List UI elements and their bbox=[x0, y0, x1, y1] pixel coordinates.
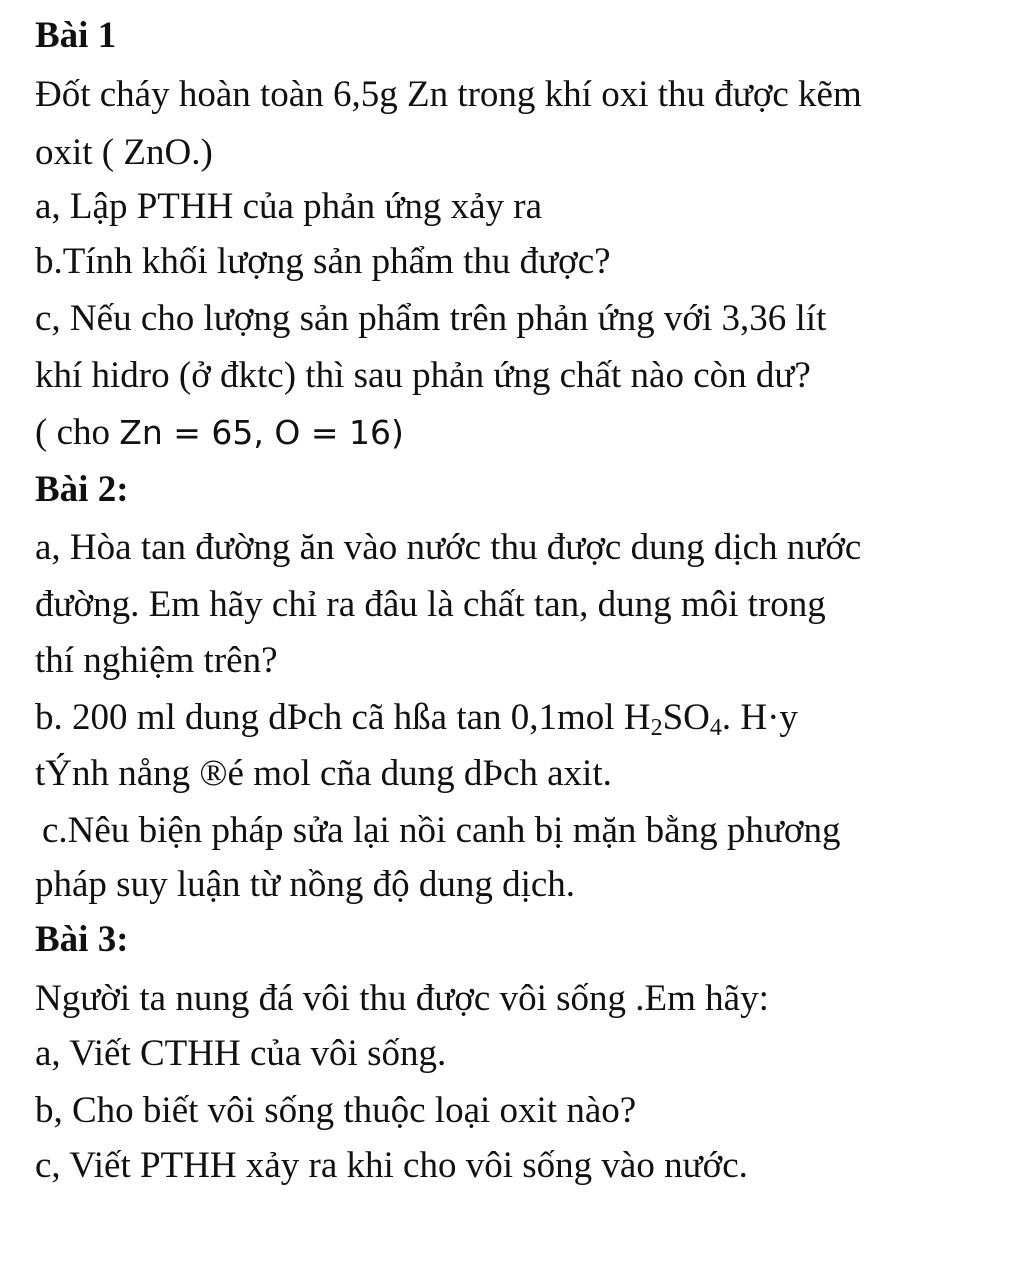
bai-3-question-a: a, Viết CTHH của vôi sống. bbox=[35, 1033, 447, 1074]
bai-1-question-b: b.Tính khối lượng sản phẩm thu được? bbox=[35, 241, 611, 282]
given-prefix: ( cho bbox=[35, 412, 120, 453]
bai-1-question-c-line-1: c, Nếu cho lượng sản phẩm trên phản ứng với 3,36 lít bbox=[35, 298, 827, 339]
formula-so: SO bbox=[662, 697, 710, 738]
bai-1-question-a: a, Lập PTHH của phản ứng xảy ra bbox=[35, 186, 543, 227]
given-atomic-masses: Zn = 65, O = 16) bbox=[119, 413, 404, 452]
bai-2-question-a-line-2: đường. Em hãy chỉ ra đâu là chất tan, dung môi trong bbox=[35, 584, 826, 625]
bai-1-intro-line-1: Đốt cháy hoàn toàn 6,5g Zn trong khí oxi thu được kẽm bbox=[35, 74, 862, 115]
subscript-4: 4 bbox=[709, 715, 722, 741]
heading-bai-2: Bài 2: bbox=[35, 469, 129, 510]
bai-1-intro-line-2: oxit ( ZnO.) bbox=[35, 132, 213, 173]
bai-2-question-a-line-3: thí nghiệm trên? bbox=[35, 640, 278, 681]
bai-1-given-values bbox=[35, 411, 404, 455]
subscript-2: 2 bbox=[650, 715, 663, 741]
bai-1-question-c-line-2: khí hidro (ở đktc) thì sau phản ứng chất nào còn dư? bbox=[35, 355, 811, 396]
heading-bai-1: Bài 1 bbox=[35, 15, 117, 56]
b-text-prefix: b. 200 ml dung dÞch cã hßa tan 0,1mol H bbox=[35, 697, 651, 738]
bai-2-question-a-line-1: a, Hòa tan đường ăn vào nước thu được dung dịch nước bbox=[35, 527, 862, 568]
bai-2-question-c-line-1: c.Nêu biện pháp sửa lại nồi canh bị mặn bằng phương bbox=[42, 810, 841, 851]
bai-2-question-b-line-1 bbox=[35, 696, 798, 740]
heading-bai-3: Bài 3: bbox=[35, 919, 129, 960]
bai-2-question-c-line-2: pháp suy luận từ nồng độ dung dịch. bbox=[35, 864, 576, 905]
bai-3-intro: Người ta nung đá vôi thu được vôi sống .Em hãy: bbox=[35, 978, 769, 1019]
bai-3-question-b: b, Cho biết vôi sống thuộc loại oxit nào? bbox=[35, 1090, 637, 1131]
b-text-suffix: . H·y bbox=[721, 697, 798, 738]
bai-3-question-c: c, Viết PTHH xảy ra khi cho vôi sống vào nước. bbox=[35, 1145, 748, 1186]
bai-2-question-b-line-2: tÝnh nång ®é mol cña dung dÞch axit. bbox=[35, 753, 612, 794]
